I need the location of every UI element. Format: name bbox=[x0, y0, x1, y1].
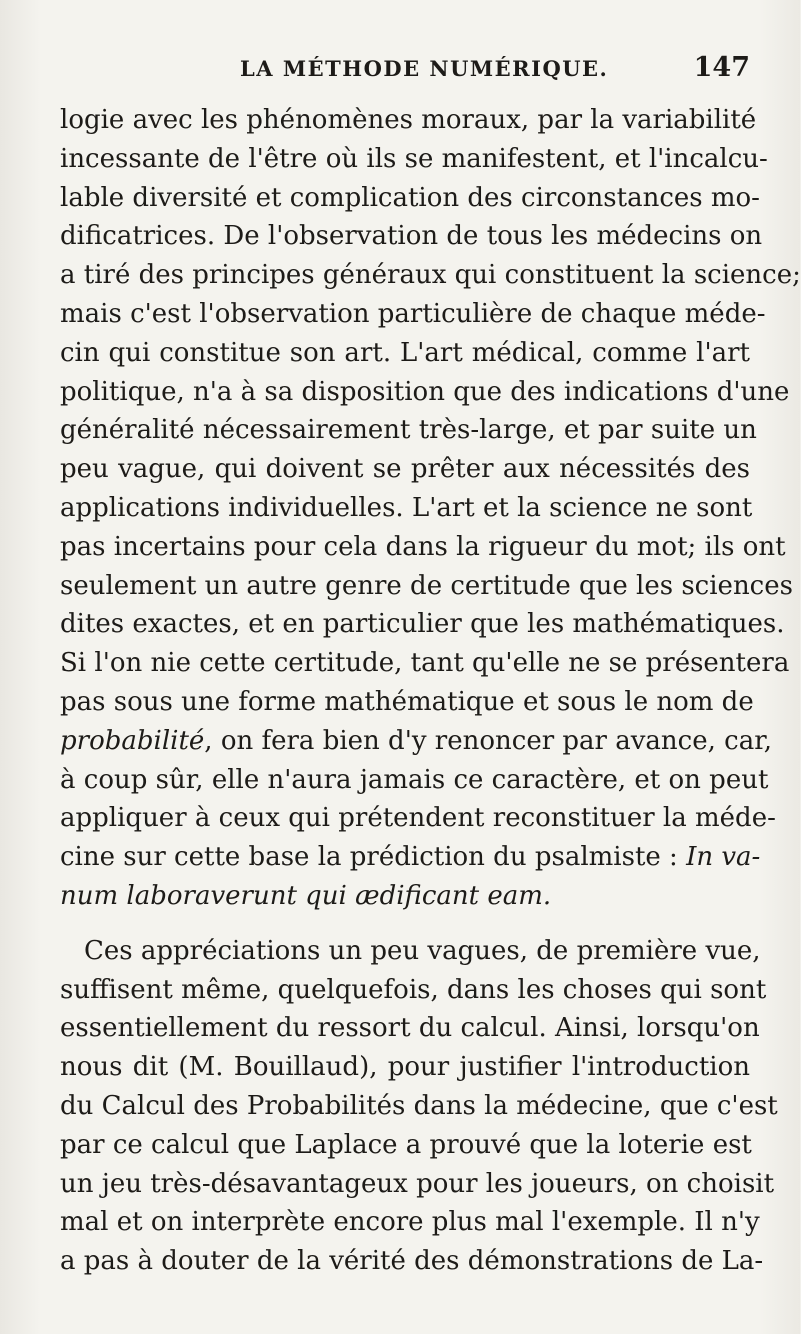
text-line: Si l'on nie cette certitude, tant qu'elle ne se présentera bbox=[60, 648, 790, 679]
text-line bbox=[60, 877, 750, 916]
text-line: seulement un autre genre de certitude que les sciences bbox=[60, 570, 793, 601]
italic-term: probabilité bbox=[60, 725, 205, 756]
text-line: a tiré des principes généraux qui constituent la science; bbox=[60, 260, 801, 291]
italic-quote: num laboraverunt qui ædificant eam. bbox=[60, 880, 552, 911]
text-line: à coup sûr, elle n'aura jamais ce caractère, et on peut bbox=[60, 764, 769, 795]
text-line: applications individuelles. L'art et la science ne sont bbox=[60, 492, 753, 523]
text-line: mais c'est l'observation particulière de chaque méde- bbox=[60, 298, 766, 329]
text-line: nous dit (M. Bouillaud), pour justifier l'introduction bbox=[60, 1052, 750, 1083]
line-text: cine sur cette base la prédiction du psalmiste : bbox=[60, 842, 687, 873]
page-number: 147 bbox=[693, 52, 750, 83]
text-line: peu vague, qui doivent se prêter aux nécessités des bbox=[60, 454, 750, 485]
text-line: a pas à douter de la vérité des démonstrations de La- bbox=[60, 1246, 764, 1277]
text-line: politique, n'a à sa disposition que des indications d'une bbox=[60, 376, 790, 407]
text-line: dites exactes, et en particulier que les mathématiques. bbox=[60, 609, 785, 640]
text-line: dificatrices. De l'observation de tous les médecins on bbox=[60, 221, 763, 252]
text-line: du Calcul des Probabilités dans la médecine, que c'est bbox=[60, 1090, 778, 1121]
italic-quote: In va- bbox=[686, 842, 761, 873]
text-line: généralité nécessairement très-large, et par suite un bbox=[60, 415, 757, 446]
text-line: pas incertains pour cela dans la rigueur du mot; ils ont bbox=[60, 531, 786, 562]
text-line: mal et on interprète encore plus mal l'exemple. Il n'y bbox=[60, 1207, 760, 1238]
text-line bbox=[60, 722, 773, 761]
page-header bbox=[60, 52, 750, 88]
running-head: LA MÉTHODE NUMÉRIQUE. bbox=[240, 56, 609, 81]
paragraph-gap bbox=[60, 916, 750, 932]
body-text bbox=[60, 101, 801, 1281]
text-line: incessante de l'être où ils se manifestent, et l'incalcu- bbox=[60, 143, 768, 174]
text-line: appliquer à ceux qui prétendent reconstituer la méde- bbox=[60, 803, 776, 834]
text-line bbox=[60, 838, 761, 877]
text-line: suffisent même, quelquefois, dans les choses qui sont bbox=[60, 974, 767, 1005]
text-line: logie avec les phénomènes moraux, par la variabilité bbox=[60, 105, 757, 135]
text-line: essentiellement du ressort du calcul. Ainsi, lorsqu'on bbox=[60, 1013, 760, 1044]
text-line: un jeu très-désavantageux pour les joueurs, on choisit bbox=[60, 1168, 775, 1199]
text-line: par ce calcul que Laplace a prouvé que la loterie est bbox=[60, 1129, 752, 1160]
text-line: cin qui constitue son art. L'art médical, comme l'art bbox=[60, 337, 750, 368]
text-line: lable diversité et complication des circonstances mo- bbox=[60, 182, 760, 213]
text-line: pas sous une forme mathématique et sous le nom de bbox=[60, 686, 754, 717]
line-text: , on fera bien d'y renoncer par avance, car, bbox=[204, 725, 773, 756]
text-line: Ces appréciations un peu vagues, de première vue, bbox=[84, 935, 761, 966]
